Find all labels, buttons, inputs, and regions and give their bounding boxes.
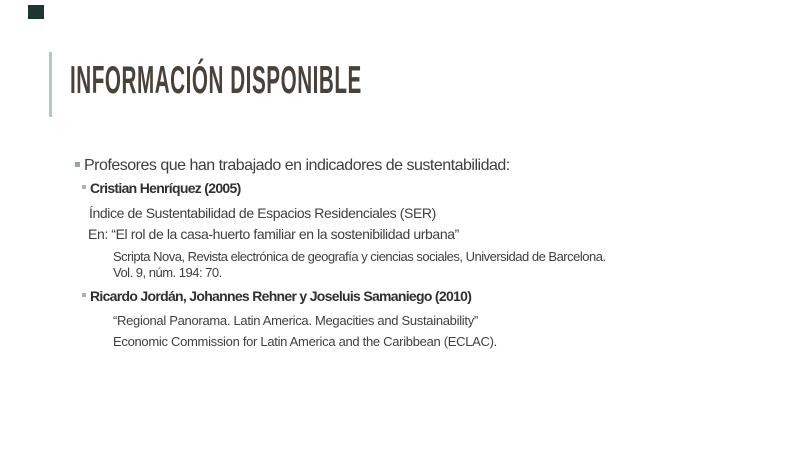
line-text: En: “El rol de la casa-huerto familiar en la sostenibilidad urbana” [88,226,459,242]
title-accent-bar [49,52,52,117]
corner-square-decoration [28,5,44,19]
line-text: “Regional Panorama. Latin America. Megacities and Sustainability” [113,313,478,328]
list-item [89,206,436,220]
list-item [88,227,459,241]
line-text: Economic Commission for Latin America and the Caribbean (ECLAC). [113,334,497,349]
line-text: Ricardo Jordán, Johannes Rehner y Joseluis Samaniego (2010) [90,288,472,304]
slide-title: INFORMACIÓN DISPONIBLE [70,59,362,102]
line-text: Scripta Nova, Revista electrónica de geografía y ciencias sociales, Universidad de Barcelona. [113,249,606,264]
list-item [84,158,510,174]
line-text: Profesores que han trabajado en indicadores de sustentabilidad: [84,157,510,174]
sub-bullet-square-icon [82,185,86,189]
line-text: Índice de Sustentabilidad de Espacios Residenciales (SER) [89,205,436,221]
list-item [113,335,497,348]
list-item [113,266,222,279]
line-text: Vol. 9, núm. 194: 70. [113,265,222,280]
list-item [90,289,471,303]
sub-bullet-square-icon [82,293,86,297]
list-item [90,181,241,195]
line-text: Cristian Henríquez (2005) [90,180,241,196]
bullet-square-icon [75,162,80,167]
list-item [113,314,478,327]
list-item [113,250,606,263]
